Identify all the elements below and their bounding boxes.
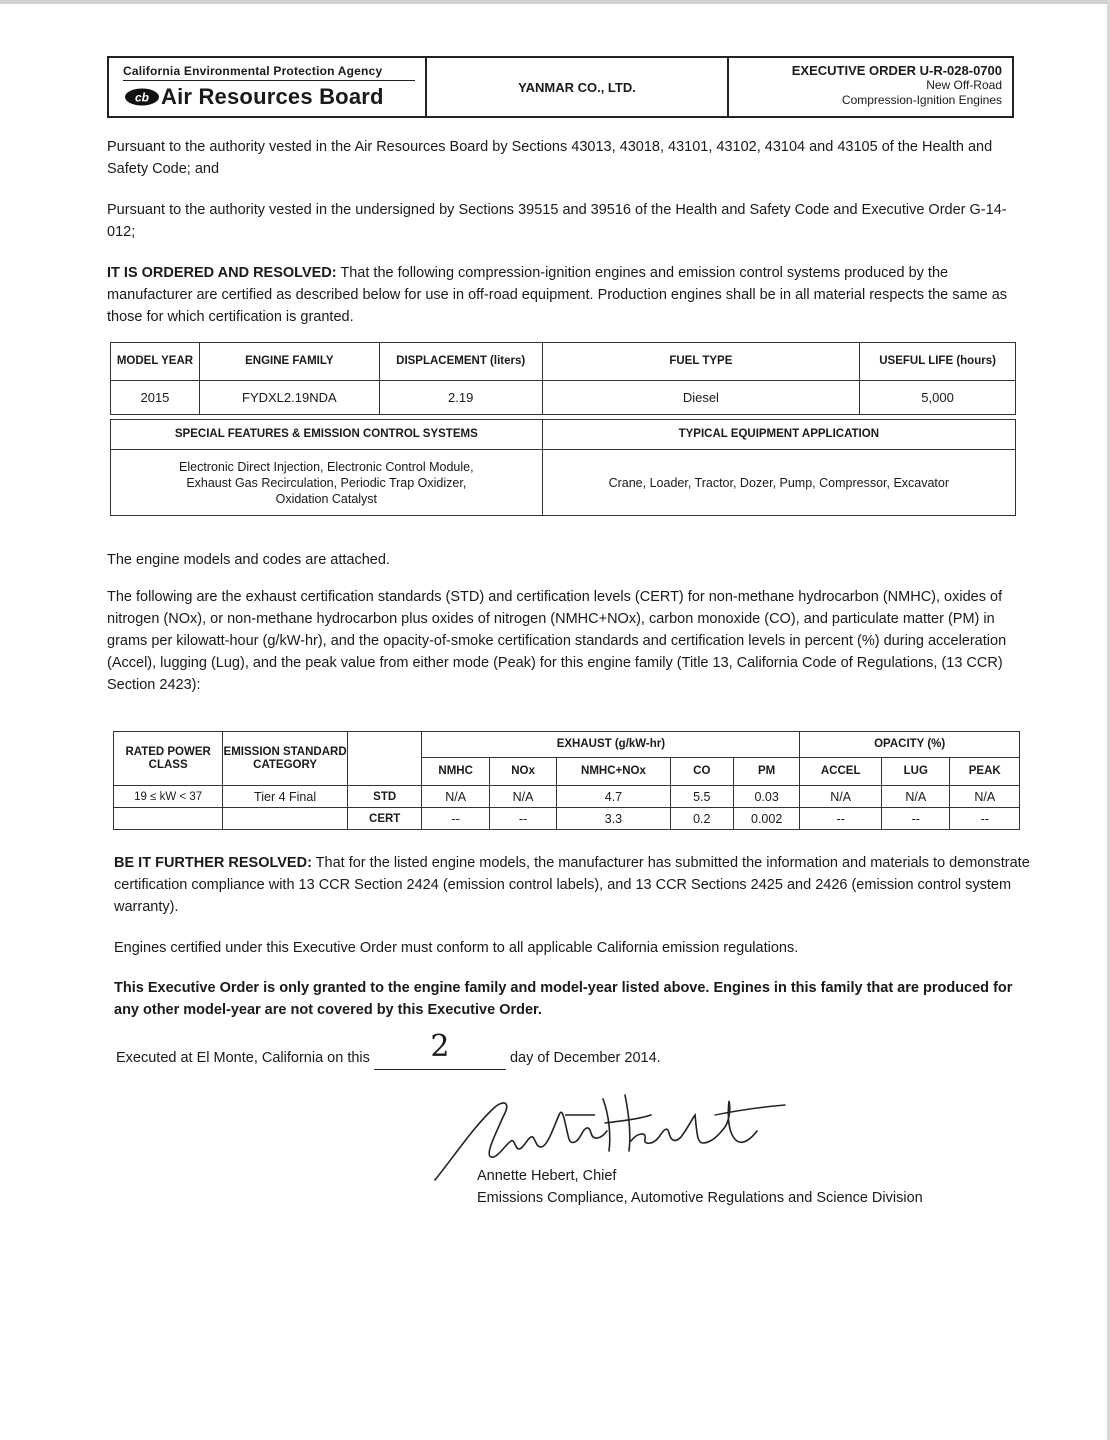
cell-cert-pm: 0.002 [733, 808, 799, 830]
svg-text:cb: cb [134, 90, 150, 105]
ordered-paragraph [107, 262, 1017, 328]
executed-paragraph [116, 1029, 1026, 1070]
col-accel: ACCEL [800, 758, 882, 786]
col-nmhc-nox: NMHC+NOx [557, 758, 670, 786]
signer-name: Annette Hebert, Chief [477, 1168, 617, 1184]
day-blank [374, 1029, 506, 1070]
cell-useful-life: 5,000 [860, 381, 1016, 415]
agency-name: California Environmental Protection Agency [123, 64, 415, 81]
executed-date-text: day of December 2014. [509, 1050, 661, 1066]
col-equipment-application: TYPICAL EQUIPMENT APPLICATION [542, 420, 1015, 450]
emission-standards-table [113, 731, 1020, 830]
col-special-features: SPECIAL FEATURES & EMISSION CONTROL SYSTEMS [111, 420, 543, 450]
order-block [729, 58, 1012, 116]
table-row [114, 786, 1020, 808]
cell-special-features [111, 450, 543, 516]
cell-cert-label: CERT [347, 808, 422, 830]
col-rated-power-class: RATED POWER CLASS [114, 732, 223, 786]
board-block [123, 84, 415, 110]
engine-family-table [110, 342, 1016, 516]
cell-std-nmhc-nox: 4.7 [557, 786, 670, 808]
cell-empty [114, 808, 223, 830]
table-row [111, 381, 1016, 415]
cell-std-nmhc: N/A [422, 786, 489, 808]
col-pm: PM [733, 758, 799, 786]
col-co: CO [670, 758, 733, 786]
further-resolved-text: That for the listed engine models, the manufacturer has submitted the information and materials to demonstrate certification compliance with 13 CCR Section 2424 (emission control labels), and 13 CCR Sections 2425 and 2426 (emission control system warranty). [114, 855, 1030, 915]
handwritten-day: 2 [430, 1029, 450, 1064]
board-name: Air Resources Board [161, 84, 384, 109]
col-exhaust: EXHAUST (g/kW-hr) [422, 732, 800, 758]
signer-block [477, 1165, 923, 1209]
col-model-year: MODEL YEAR [111, 343, 200, 381]
cell-cert-nox: -- [489, 808, 556, 830]
signer-division: Emissions Compliance, Automotive Regulations and Science Division [477, 1190, 923, 1206]
company-name: YANMAR CO., LTD. [427, 58, 729, 116]
executed-text: Executed at El Monte, California on this [116, 1050, 370, 1066]
validity-paragraph: This Executive Order is only granted to the engine family and model-year listed above. Engines in this family that are produced for any other model-year are not covered by this Executive Order. [114, 980, 1013, 1018]
authority-paragraph-1: Pursuant to the authority vested in the Air Resources Board by Sections 43013, 43018, 43101, 43102, 43104 and 43105 of the Health and Safety Code; and [107, 139, 993, 177]
emission-header-row [114, 732, 1020, 758]
cell-engine-family: FYDXL2.19NDA [199, 381, 379, 415]
col-type-blank [347, 732, 422, 786]
col-engine-family: ENGINE FAMILY [199, 343, 379, 381]
cell-cert-accel: -- [800, 808, 882, 830]
special-feature-line: Exhaust Gas Recirculation, Periodic Trap Oxidizer, [186, 475, 467, 490]
cell-category: Tier 4 Final [223, 786, 348, 808]
col-peak: PEAK [950, 758, 1020, 786]
document-header [107, 56, 1014, 118]
col-lug: LUG [882, 758, 950, 786]
cell-std-accel: N/A [800, 786, 882, 808]
further-resolved-paragraph [114, 852, 1034, 918]
col-nmhc: NMHC [422, 758, 489, 786]
col-standard-category: EMISSION STANDARD CATEGORY [223, 732, 348, 786]
cell-std-lug: N/A [882, 786, 950, 808]
authority-paragraph-2: Pursuant to the authority vested in the undersigned by Sections 39515 and 39516 of the Health and Safety Code and Executive Order G-14-012; [107, 202, 1007, 240]
table-header-row [111, 343, 1016, 381]
cell-cert-lug: -- [882, 808, 950, 830]
executive-order-number: EXECUTIVE ORDER U-R-028-0700 [791, 63, 1002, 78]
ordered-lead: IT IS ORDERED AND RESOLVED: [107, 265, 337, 281]
arb-logo-icon [123, 87, 161, 107]
cell-fuel-type: Diesel [542, 381, 860, 415]
ordered-text: That the following compression-ignition engines and emission control systems produced by the manufacturer are certified as described below for use in off-road equipment. Production engines shall be in all material respects the same as those for which certification is granted. [107, 265, 1008, 325]
cell-equipment-application: Crane, Loader, Tractor, Dozer, Pump, Compressor, Excavator [542, 450, 1015, 516]
cell-std-nox: N/A [489, 786, 556, 808]
cell-displacement: 2.19 [379, 381, 542, 415]
models-attached-paragraph: The engine models and codes are attached. [107, 552, 390, 568]
col-fuel-type: FUEL TYPE [542, 343, 860, 381]
conformity-paragraph: Engines certified under this Executive Order must conform to all applicable California emission regulations. [114, 940, 799, 956]
col-nox: NOx [489, 758, 556, 786]
col-displacement: DISPLACEMENT (liters) [379, 343, 542, 381]
cell-std-pm: 0.03 [733, 786, 799, 808]
cell-cert-peak: -- [950, 808, 1020, 830]
features-header-row [111, 420, 1016, 450]
agency-block [109, 58, 427, 116]
order-subtitle-1: New Off-Road [926, 78, 1002, 92]
col-opacity: OPACITY (%) [800, 732, 1020, 758]
cell-std-co: 5.5 [670, 786, 733, 808]
order-subtitle-2: Compression-Ignition Engines [841, 93, 1002, 107]
cell-power-class: 19 ≤ kW < 37 [114, 786, 223, 808]
cell-cert-nmhc: -- [422, 808, 489, 830]
col-useful-life: USEFUL LIFE (hours) [860, 343, 1016, 381]
special-feature-line: Oxidation Catalyst [275, 491, 378, 506]
cell-std-label: STD [347, 786, 422, 808]
cell-std-peak: N/A [950, 786, 1020, 808]
cell-cert-co: 0.2 [670, 808, 733, 830]
cell-cert-nmhc-nox: 3.3 [557, 808, 670, 830]
standards-paragraph: The following are the exhaust certification standards (STD) and certification levels (CERT) for non-methane hydrocarbon (NMHC), oxides of nitrogen (NOx), or non-methane hydrocarbon plus oxides of nitrogen (NMHC+NOx), carbon monoxide (CO), and particulate matter (PM) in grams per kilowatt-hour (g/kW-hr), and the opacity-of-smoke certification standards and certification levels in percent (%) during acceleration (Accel), lugging (Lug), and the peak value from either mode (Peak) for this engine family (Title 13, California Code of Regulations, (13 CCR) Section 2423): [107, 589, 1007, 693]
table-row [114, 808, 1020, 830]
features-row [111, 450, 1016, 516]
cell-model-year: 2015 [111, 381, 200, 415]
special-feature-line: Electronic Direct Injection, Electronic Control Module, [179, 459, 474, 474]
cell-empty [223, 808, 348, 830]
further-resolved-lead: BE IT FURTHER RESOLVED: [114, 855, 312, 871]
